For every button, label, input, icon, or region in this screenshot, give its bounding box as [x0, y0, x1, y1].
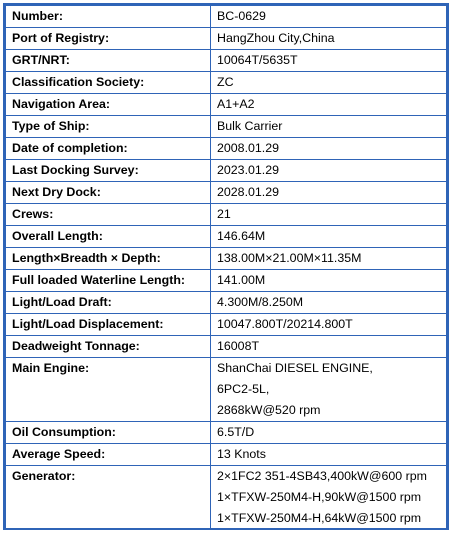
spec-label: Overall Length:: [6, 226, 211, 248]
spec-row: [6, 226, 447, 248]
spec-value-line: 2023.01.29: [217, 163, 280, 177]
spec-label: Light/Load Displacement:: [6, 314, 211, 336]
ship-spec-table: [5, 5, 447, 530]
spec-label: Crews:: [6, 204, 211, 226]
spec-row: [6, 358, 447, 422]
spec-value-line: A1+A2: [217, 97, 255, 111]
spec-value: [211, 422, 447, 444]
spec-row: [6, 444, 447, 466]
spec-label: Navigation Area:: [6, 94, 211, 116]
spec-row: [6, 138, 447, 160]
spec-value: [211, 138, 447, 160]
spec-label: Last Docking Survey:: [6, 160, 211, 182]
spec-value-line: 6.5T/D: [217, 425, 255, 439]
spec-value: [211, 160, 447, 182]
spec-row: [6, 6, 447, 28]
spec-value-line: BC-0629: [217, 9, 266, 23]
spec-value-line: 6PC2-5L,: [217, 382, 270, 396]
spec-value: [211, 226, 447, 248]
spec-row: [6, 314, 447, 336]
spec-row: [6, 72, 447, 94]
spec-label: Type of Ship:: [6, 116, 211, 138]
spec-value-line: 13 Knots: [217, 447, 266, 461]
spec-value-line: ZC: [217, 75, 234, 89]
spec-label: Average Speed:: [6, 444, 211, 466]
spec-value-line: 2868kW@520 rpm: [217, 403, 321, 417]
spec-value-line: 2028.01.29: [217, 185, 280, 199]
spec-table-body: [6, 6, 447, 530]
spec-value: [211, 444, 447, 466]
spec-label: Length×Breadth × Depth:: [6, 248, 211, 270]
spec-value: [211, 314, 447, 336]
spec-value: [211, 292, 447, 314]
spec-label: Deadweight Tonnage:: [6, 336, 211, 358]
spec-row: [6, 204, 447, 226]
spec-value: [211, 50, 447, 72]
spec-label: GRT/NRT:: [6, 50, 211, 72]
spec-value-line: 141.00M: [217, 273, 266, 287]
spec-value: [211, 270, 447, 292]
spec-value-line: 4.300M/8.250M: [217, 295, 304, 309]
spec-value-line: 10047.800T/20214.800T: [217, 317, 353, 331]
spec-value: [211, 94, 447, 116]
spec-value-line: 2×1FC2 351-4SB43,400kW@600 rpm: [217, 469, 427, 483]
spec-value: [211, 182, 447, 204]
spec-value-line: HangZhou City,China: [217, 31, 335, 45]
spec-row: [6, 248, 447, 270]
spec-row: [6, 422, 447, 444]
spec-label: Generator:: [6, 466, 211, 530]
spec-value: [211, 28, 447, 50]
spec-value: [211, 204, 447, 226]
spec-row: [6, 28, 447, 50]
spec-value: [211, 336, 447, 358]
spec-label: Full loaded Waterline Length:: [6, 270, 211, 292]
spec-value-line: 21: [217, 207, 231, 221]
spec-value: [211, 248, 447, 270]
spec-row: [6, 116, 447, 138]
spec-value-line: ShanChai DIESEL ENGINE,: [217, 361, 373, 375]
spec-label: Date of completion:: [6, 138, 211, 160]
spec-label: Port of Registry:: [6, 28, 211, 50]
spec-row: [6, 160, 447, 182]
spec-value-line: 10064T/5635T: [217, 53, 298, 67]
spec-value-line: Bulk Carrier: [217, 119, 283, 133]
spec-value-line: 1×TFXW-250M4-H,90kW@1500 rpm: [217, 490, 422, 504]
spec-value-line: 1×TFXW-250M4-H,64kW@1500 rpm: [217, 511, 422, 525]
spec-value-line: 16008T: [217, 339, 260, 353]
spec-row: [6, 336, 447, 358]
spec-row: [6, 466, 447, 530]
spec-value: [211, 466, 447, 530]
spec-row: [6, 270, 447, 292]
spec-label: Classification Society:: [6, 72, 211, 94]
spec-label: Next Dry Dock:: [6, 182, 211, 204]
spec-row: [6, 182, 447, 204]
spec-label: Oil Consumption:: [6, 422, 211, 444]
spec-sheet: [3, 3, 449, 530]
spec-label: Main Engine:: [6, 358, 211, 422]
spec-label: Number:: [6, 6, 211, 28]
spec-row: [6, 94, 447, 116]
spec-value: [211, 72, 447, 94]
spec-value: [211, 6, 447, 28]
spec-row: [6, 292, 447, 314]
spec-value: [211, 358, 447, 422]
spec-value-line: 146.64M: [217, 229, 266, 243]
spec-value-line: 2008.01.29: [217, 141, 280, 155]
spec-value-line: 138.00M×21.00M×11.35M: [217, 251, 362, 265]
spec-value: [211, 116, 447, 138]
spec-row: [6, 50, 447, 72]
spec-label: Light/Load Draft:: [6, 292, 211, 314]
